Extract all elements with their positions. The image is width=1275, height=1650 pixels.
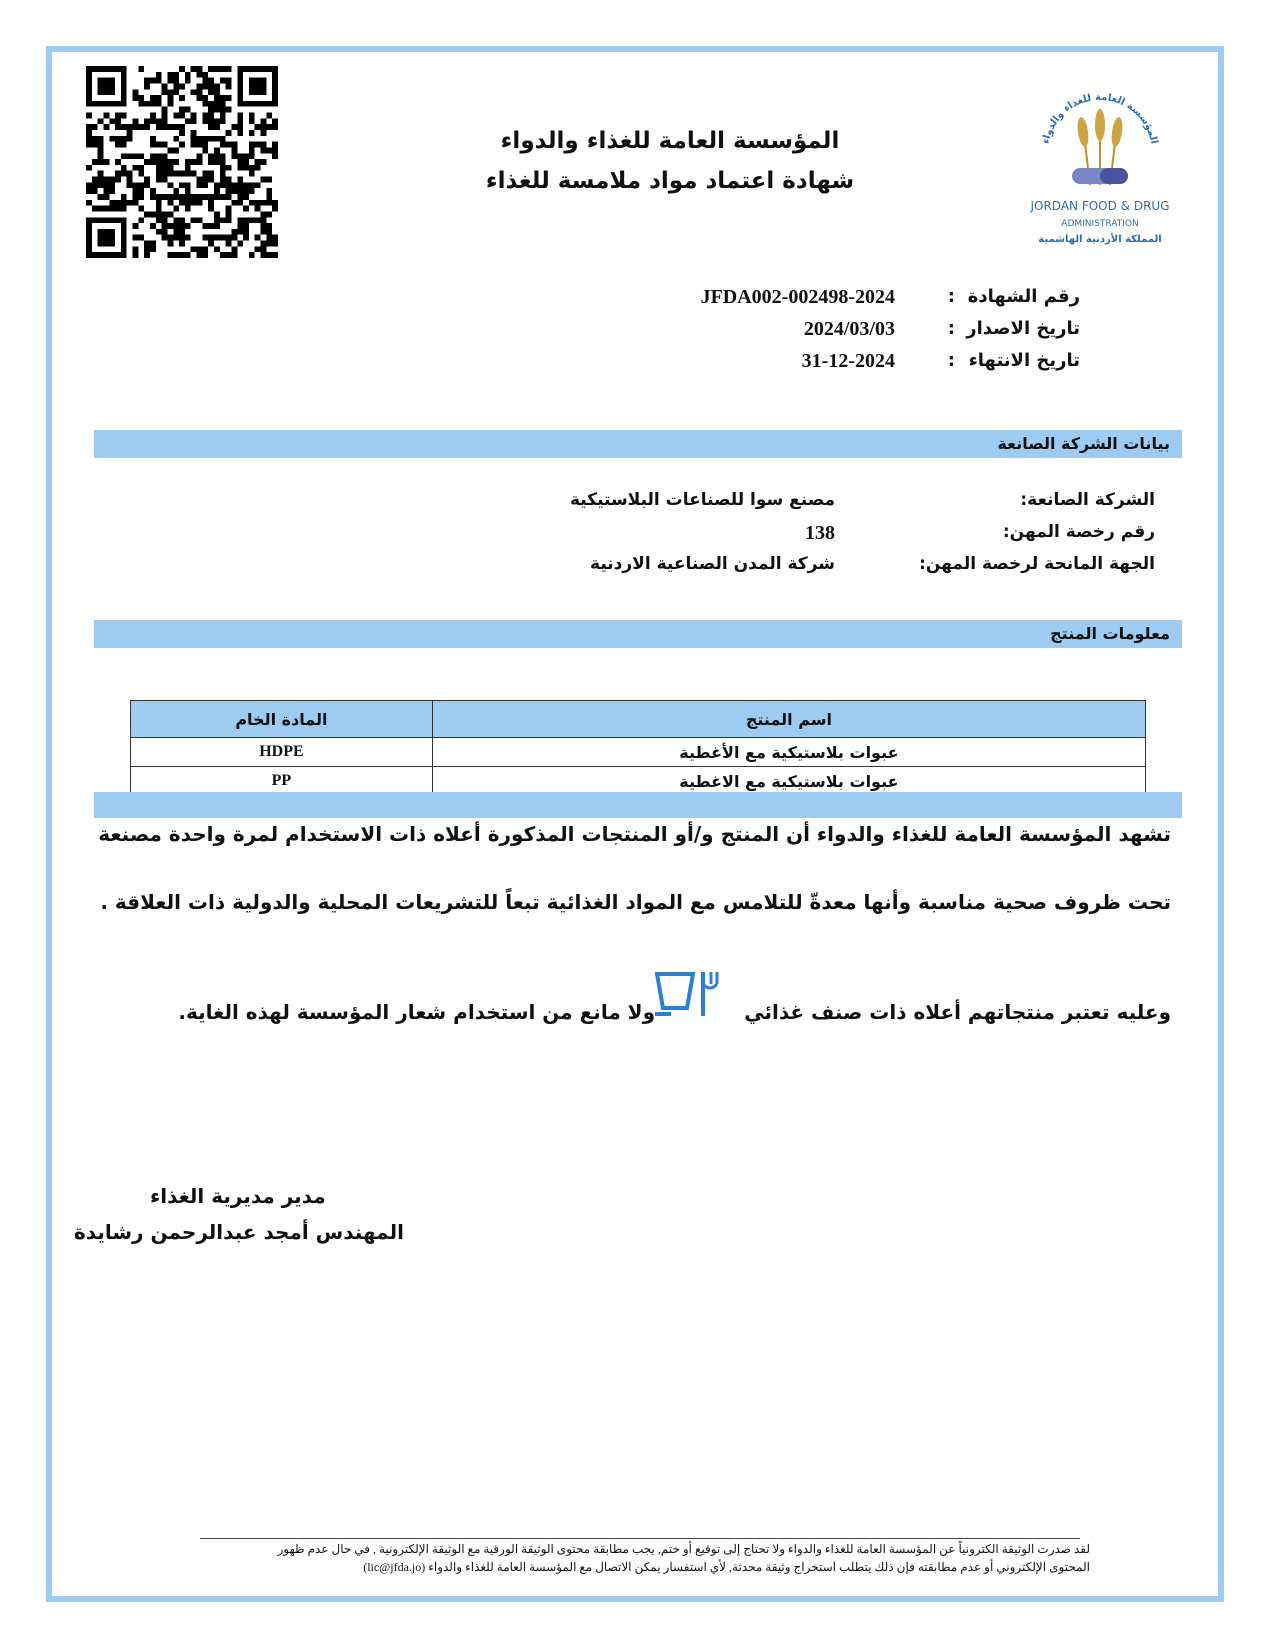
manufacturer-section-band	[94, 430, 1182, 458]
footer-line-1: لقد صدرت الوثيقة الكترونياً عن المؤسسة العامة للغذاء والدواء ولا تحتاج إلى توقيع أو ختم, يجب مطابقة محتوى الوثيقة الورقية مع الوثيقة الإلكترونية , في حال عدم ظهور	[277, 1542, 1090, 1556]
expiry-date-value: 31-12-2024	[801, 350, 895, 372]
product-section-title: معلومات المنتج	[1050, 624, 1170, 643]
org-name: المؤسسة العامة للغذاء والدواء	[500, 128, 840, 154]
license-label: رقم رخصة المهن:	[1002, 522, 1155, 542]
cert-number-label: رقم الشهادة	[967, 286, 1080, 307]
cert-number-value: JFDA002-002498-2024	[700, 286, 895, 308]
raw-material-cell: HDPE	[131, 738, 433, 767]
capsule-icon	[1072, 168, 1128, 184]
statement-line-1: تشهد المؤسسة العامة للغذاء والدواء أن المنتج و/أو المنتجات المذكورة أعلاه ذات الاستخدام لمرة واحدة مصنعة	[98, 822, 1171, 846]
colon: :	[947, 318, 955, 339]
statement-line-3-part-2: ولا مانع من استخدام شعار المؤسسة لهذه الغاية.	[178, 1000, 655, 1024]
product-name-cell: عبوات بلاستيكية مع الأغطية	[432, 738, 1145, 767]
company-row	[560, 490, 1155, 518]
manufacturer-section-title: بيانات الشركة الصانعة	[997, 434, 1170, 453]
colon: :	[947, 286, 955, 307]
statement-line-3-part-1: وعليه تعتبر منتجاتهم أعلاه ذات صنف غذائي	[744, 1000, 1171, 1024]
footer-divider	[200, 1538, 1080, 1539]
product-name-cell: عبوات بلاستيكية مع الاغطية	[432, 767, 1145, 796]
jfda-logo	[1020, 70, 1180, 260]
logo-en-text: JORDAN FOOD & DRUG	[1030, 199, 1170, 213]
statement-band	[94, 792, 1182, 818]
license-value: 138	[805, 522, 835, 544]
issue-date-value: 2024/03/03	[803, 318, 895, 340]
colon: :	[947, 350, 955, 371]
logo-kingdom-text: المملكة الأردنية الهاشمية	[1038, 234, 1162, 245]
issuer-row	[560, 554, 1155, 582]
qr-code-icon	[86, 66, 278, 258]
issuer-label: الجهة المانحة لرخصة المهن:	[919, 554, 1155, 574]
logo-admin-text: ADMINISTRATION	[1061, 219, 1139, 229]
issue-date-row	[600, 318, 1080, 346]
statement-line-2: تحت ظروف صحية مناسبة وأنها معدةّ للتلامس مع المواد الغذائية تبعاً للتشريعات المحلية والدولية ذات العلاقة .	[100, 890, 1171, 914]
certificate-title: شهادة اعتماد مواد ملامسة للغذاء	[485, 168, 855, 194]
product-table	[130, 700, 1146, 796]
product-section-band	[94, 620, 1182, 648]
issuer-value: شركة المدن الصناعية الاردنية	[590, 554, 835, 574]
column-header-raw-material: المادة الخام	[131, 701, 433, 738]
footer-line-2: المحتوى الإلكتروني أو عدم مطابقته فإن ذلك يتطلب استخراج وثيقة محدثة, لأي استفسار يمكن الاتصال مع المؤسسة العامة للغذاء والدواء (lic@jfda.jo)	[363, 1560, 1090, 1574]
license-row	[560, 522, 1155, 550]
expiry-date-label: تاريخ الانتهاء	[968, 350, 1080, 371]
logo-arc-text: المؤسسة العامة للغذاء والدواء	[1040, 91, 1160, 145]
table-row	[131, 738, 1146, 767]
raw-material-cell: PP	[131, 767, 433, 796]
company-label: الشركة الصانعة:	[1020, 490, 1155, 510]
cert-number-row	[600, 286, 1080, 314]
table-header-row	[131, 701, 1146, 738]
glass-fork-food-safe-icon	[653, 970, 721, 1020]
signatory-title: مدير مديرية الغذاء	[150, 1184, 326, 1208]
column-header-product: اسم المنتج	[432, 701, 1145, 738]
issue-date-label: تاريخ الاصدار	[966, 318, 1080, 339]
company-value: مصنع سوا للصناعات البلاستيكية	[569, 490, 835, 510]
expiry-date-row	[600, 350, 1080, 378]
signatory-name: المهندس أمجد عبدالرحمن رشايدة	[74, 1220, 404, 1244]
